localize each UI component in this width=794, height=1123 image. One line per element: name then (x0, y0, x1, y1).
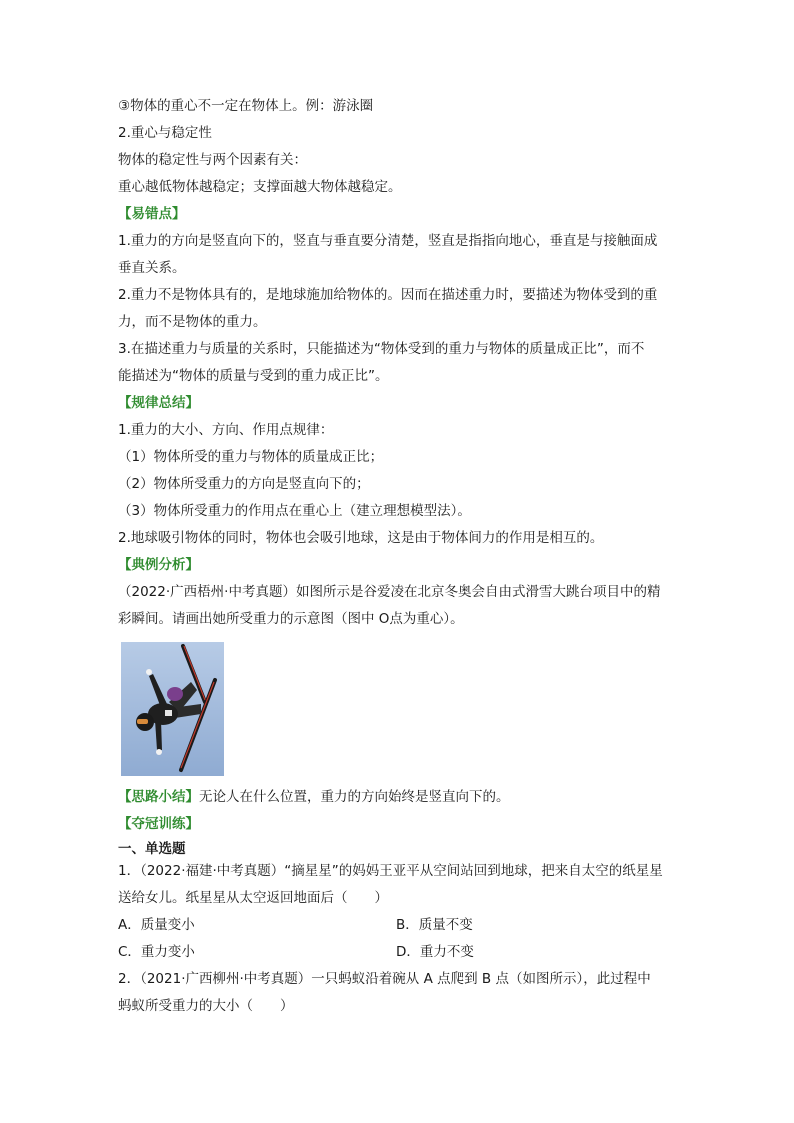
text-line: （3）物体所受重力的作用点在重心上（建立理想模型法）。 (118, 503, 471, 519)
text-line: 能描述为“物体的质量与受到的重力成正比”。 (118, 368, 389, 384)
text-line: 2.地球吸引物体的同时，物体也会吸引地球，这是由于物体间力的作用是相互的。 (118, 530, 604, 546)
option-a: A．质量变小 (118, 917, 195, 933)
heading-thinking-summary: 【思路小结】 (118, 789, 199, 805)
text-line: 1.重力的大小、方向、作用点规律： (118, 422, 334, 438)
question-2-line-2: 蚂蚁所受重力的大小（ ） (118, 998, 294, 1014)
question-1-options-row-2 (118, 943, 678, 961)
text-line: 物体的稳定性与两个因素有关： (118, 152, 307, 168)
option-b: B．质量不变 (396, 917, 473, 933)
text-line: （2022·广西梧州·中考真题）如图所示是谷爱凌在北京冬奥会自由式滑雪大跳台项目中的精 (118, 584, 661, 600)
text-line: ③物体的重心不一定在物体上。例：游泳圈 (118, 98, 374, 114)
text-line: 彩瞬间。请画出她所受重力的示意图（图中 O点为重心）。 (118, 611, 464, 627)
text-line: 垂直关系。 (118, 260, 186, 276)
section-heading-center-stability: 2.重心与稳定性 (118, 125, 212, 141)
heading-rule-summary: 【规律总结】 (118, 395, 199, 411)
thinking-summary-line (118, 788, 510, 806)
skier-illustration (121, 642, 224, 776)
question-1-options-row-1 (118, 916, 678, 934)
heading-easy-error: 【易错点】 (118, 206, 186, 222)
option-d: D．重力不变 (396, 944, 474, 960)
heading-example-analysis: 【典例分析】 (118, 557, 199, 573)
text-line: 3.在描述重力与质量的关系时，只能描述为“物体受到的重力与物体的质量成正比”，而不 (118, 341, 645, 357)
text-line: 力，而不是物体的重力。 (118, 314, 267, 330)
question-1-line-1: 1．（2022·福建·中考真题）“摘星星”的妈妈王亚平从空间站回到地球，把来自太空的纸星星 (118, 863, 663, 879)
text-line: 1.重力的方向是竖直向下的，竖直与垂直要分清楚，竖直是指指向地心，垂直是与接触面成 (118, 233, 658, 249)
question-2-line-1: 2．（2021·广西柳州·中考真题）一只蚂蚁沿着碗从 A 点爬到 B 点（如图所示），此过程中 (118, 971, 651, 987)
text-line: （2）物体所受重力的方向是竖直向下的； (118, 476, 370, 492)
thinking-summary-text: 无论人在什么位置，重力的方向始终是竖直向下的。 (199, 789, 510, 805)
question-1-line-2: 送给女儿。纸星星从太空返回地面后（ ） (118, 890, 388, 906)
heading-training: 【夺冠训练】 (118, 816, 199, 832)
text-line: 2.重力不是物体具有的，是地球施加给物体的。因而在描述重力时，要描述为物体受到的重 (118, 287, 658, 303)
option-c: C．重力变小 (118, 944, 195, 960)
skier-photo (121, 642, 224, 776)
text-line: 重心越低物体越稳定；支撑面越大物体越稳定。 (118, 179, 402, 195)
section-single-choice: 一、单选题 (118, 841, 186, 857)
text-line: （1）物体所受的重力与物体的质量成正比； (118, 449, 384, 465)
